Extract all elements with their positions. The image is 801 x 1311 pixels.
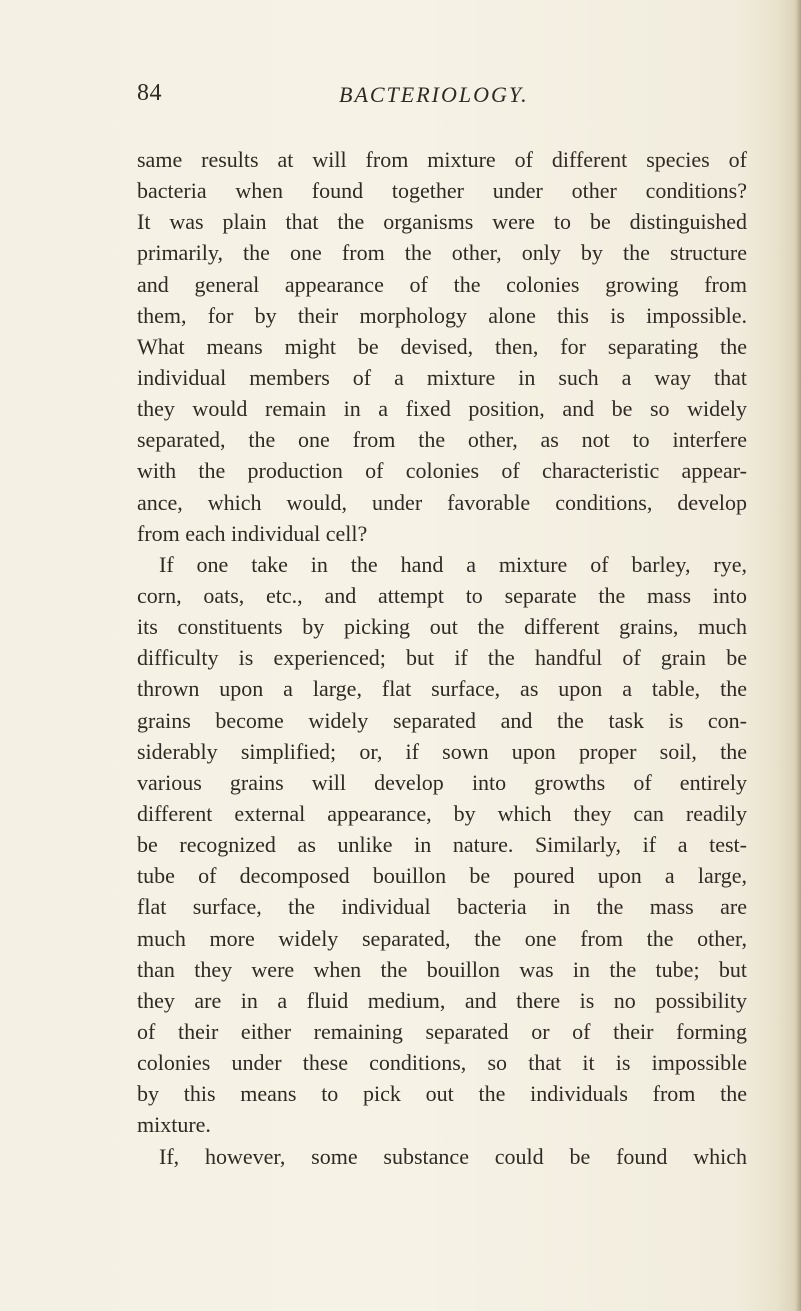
text-line: separated, the one from the other, as not to interfere <box>137 427 747 453</box>
text-line: colonies under these conditions, so that it is impossible <box>137 1050 747 1076</box>
text-line: different external appearance, by which they can readily <box>137 800 747 826</box>
text-line: various grains will develop into growths of entirely <box>137 769 747 795</box>
text-line: If, however, some substance could be found which <box>159 1143 747 1169</box>
text-line: thrown upon a large, flat surface, as upon a table, the <box>137 676 747 702</box>
text-line: with the production of colonies of characteristic appear- <box>137 458 747 484</box>
text-line: flat surface, the individual bacteria in the mass are <box>137 894 747 920</box>
text-line: difficulty is experienced; but if the handful of grain be <box>137 645 747 671</box>
text-line: If one take in the hand a mixture of barley, rye, <box>159 551 747 577</box>
text-line: corn, oats, etc., and attempt to separate the mass into <box>137 582 747 608</box>
text-line: mixture. <box>137 1112 211 1138</box>
text-line: ance, which would, under favorable conditions, develop <box>137 489 747 515</box>
text-line: and general appearance of the colonies growing from <box>137 271 747 297</box>
text-line: be recognized as unlike in nature. Similarly, if a test- <box>137 832 747 858</box>
text-line: It was plain that the organisms were to be distinguished <box>137 209 747 235</box>
text-line: of their either remaining separated or of their forming <box>137 1018 747 1044</box>
text-line: bacteria when found together under other conditions? <box>137 178 747 204</box>
text-line: from each individual cell? <box>137 520 368 546</box>
text-line: same results at will from mixture of different species of <box>137 147 747 172</box>
page-header <box>0 80 801 114</box>
text-line: they are in a fluid medium, and there is no possibility <box>137 987 747 1013</box>
text-line: than they were when the bouillon was in the tube; but <box>137 956 747 982</box>
text-line: they would remain in a fixed position, and be so widely <box>137 396 747 422</box>
page-number: 84 <box>137 80 162 106</box>
text-line: What means might be devised, then, for separating the <box>137 333 747 359</box>
running-head: BACTERIOLOGY. <box>339 82 529 107</box>
text-line: siderably simplified; or, if sown upon proper soil, the <box>137 738 747 764</box>
text-line: grains become widely separated and the task is con- <box>137 707 747 733</box>
page-edge-shadow <box>795 0 801 1311</box>
text-line: much more widely separated, the one from the other, <box>137 925 747 951</box>
text-line: by this means to pick out the individuals from the <box>137 1081 747 1107</box>
text-line: its constituents by picking out the different grains, much <box>137 614 747 640</box>
text-line: individual members of a mixture in such a way that <box>137 364 747 390</box>
text-line: primarily, the one from the other, only by the structure <box>137 240 747 266</box>
text-line: tube of decomposed bouillon be poured upon a large, <box>137 863 747 889</box>
body-text <box>137 144 747 1172</box>
text-line: them, for by their morphology alone this is impossible. <box>137 302 747 328</box>
